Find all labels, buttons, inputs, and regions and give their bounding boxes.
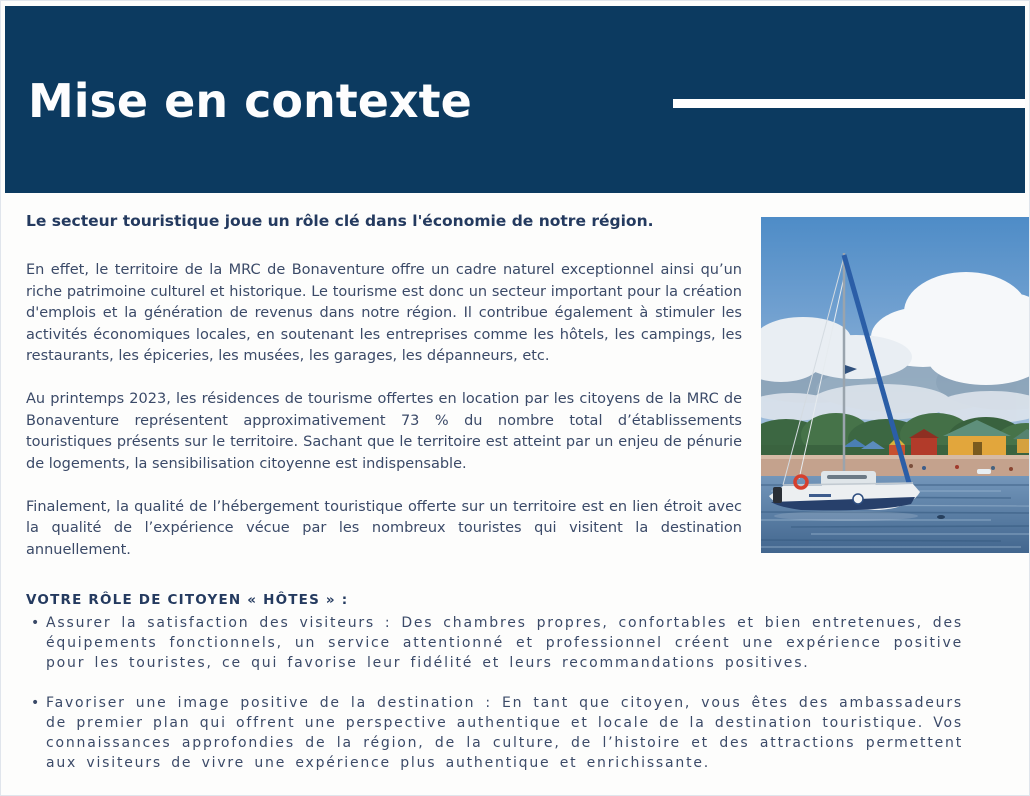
list-item-image-positive: • Favoriser une image positive de la destination : En tant que citoyen, vous êtes des ambassadeurs de premier plan qui offrent une perspective authentique et locale de la destination touristique. Vos connaissances approfondies de la région, de la culture, de l’histoire et des attractions permettent aux visiteurs de vivre une expérience plus authentique et enrichissante. xyxy=(46,693,963,773)
paragraph-context: En effet, le territoire de la MRC de Bonaventure offre un cadre naturel exceptionnel ainsi qu’un riche patrimoine culturel et historique. Le tourisme est donc un secteur important pour la création d'emplois et la génération de revenus dans notre région. Il contribue également à stimuler les activités économiques locales, en soutenant les entreprises comme les hôtels, les campings, les restaurants, les épiceries, les musées, les garages, les dépanneurs, etc. xyxy=(26,262,742,364)
title-rule xyxy=(673,99,1025,108)
intro-paragraph: Le secteur touristique joue un rôle clé dans l'économie de notre région. xyxy=(26,212,654,230)
page-title: Mise en contexte xyxy=(28,74,472,128)
header-band xyxy=(5,6,1025,193)
sailboat-photo-art xyxy=(761,217,1030,553)
paragraph-quality: Finalement, la qualité de l’hébergement touristique offerte sur un territoire est en lien étroit avec la qualité de l’expérience vécue par les nombreux touristes qui visitent la destination annuellement. xyxy=(26,498,742,558)
role-list xyxy=(26,613,963,773)
sailboat-photo xyxy=(761,217,1030,553)
role-heading: VOTRE RÔLE DE CITOYEN « HÔTES » : xyxy=(26,592,349,608)
paragraph-statistics: Au printemps 2023, les résidences de tourisme offertes en location par les citoyens de la MRC de Bonaventure représentent approximativement 73 % du nombre total d’établissements touristiques présents sur le territoire. Sachant que le territoire est atteint par un enjeu de pénurie de logements, la sensibilisation citoyenne est indispensable. xyxy=(26,391,742,472)
list-item-satisfaction: • Assurer la satisfaction des visiteurs : Des chambres propres, confortables et bien entretenues, des équipements fonctionnels, un service attentionné et professionnel créent une expérience positive pour les touristes, ce qui favorise leur fidélité et leurs recommandations positives. xyxy=(46,613,963,673)
